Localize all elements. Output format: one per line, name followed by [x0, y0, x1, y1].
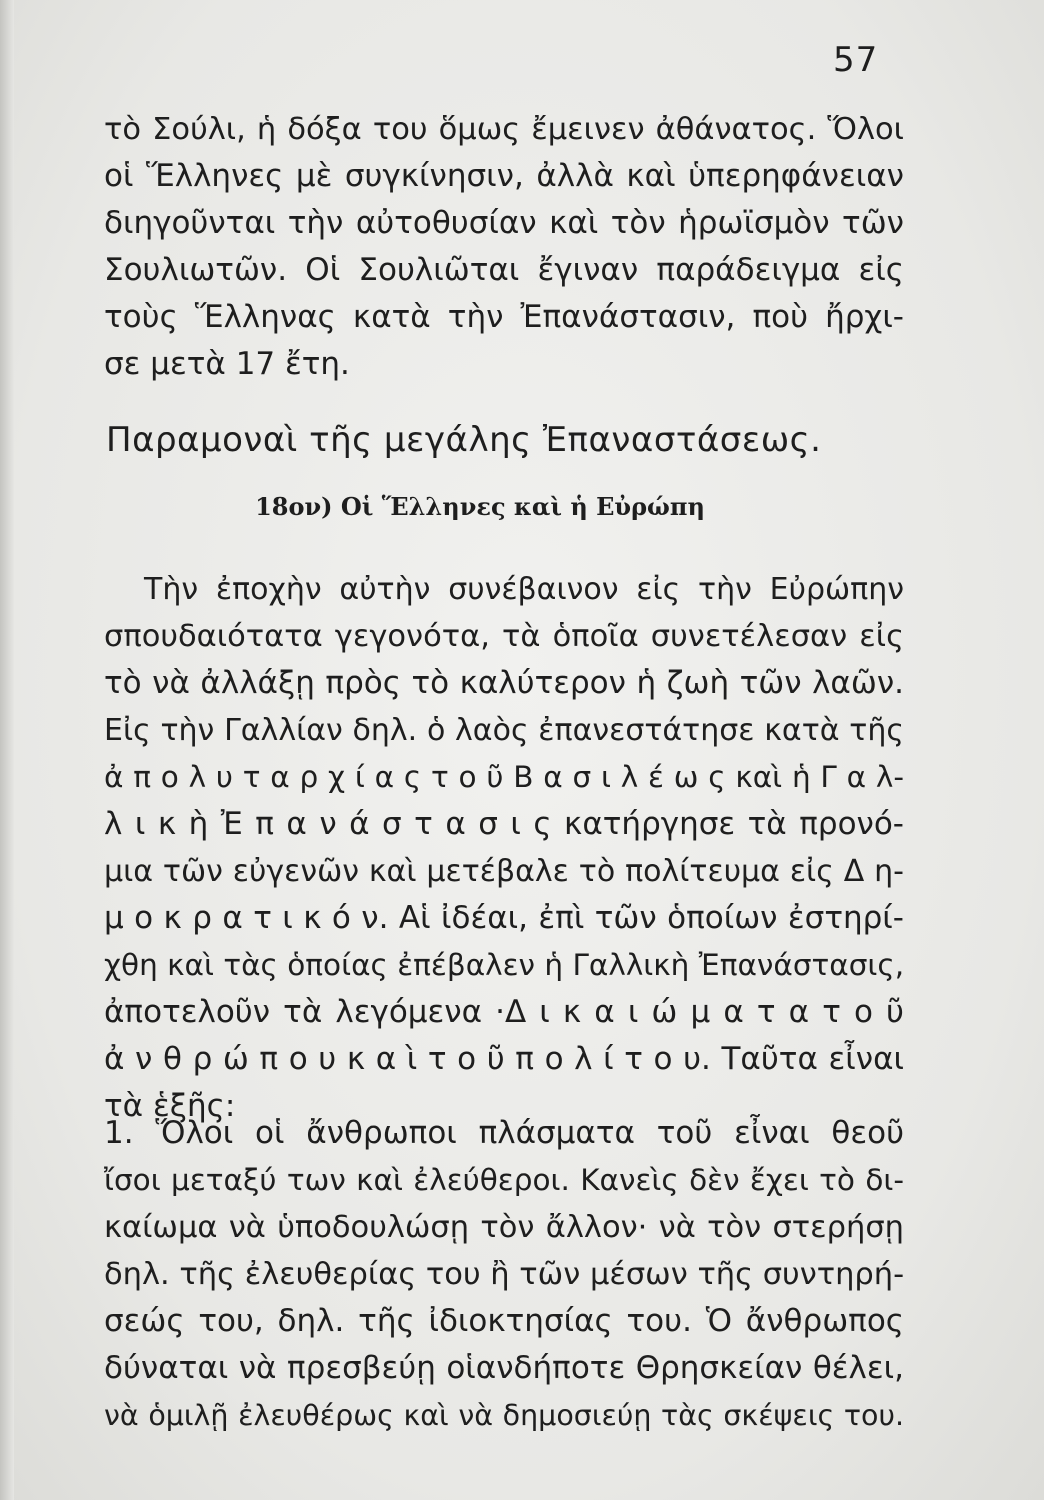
text-line: χθη καὶ τὰς ὁποίας ἐπέβαλεν ἡ Γαλλικὴ Ἐπανάστασις, [104, 948, 905, 982]
text-line: τοὺς Ἕλληνας κατὰ τὴν Ἐπανάστασιν, ποὺ ἤρχι- [104, 299, 904, 335]
text-line: τὸ Σούλι, ἡ δόξα του ὅμως ἔμεινεν ἀθάνατος. Ὅλοι [104, 112, 904, 147]
paragraph-rights-1 [104, 1110, 904, 1439]
page-number: 57 [833, 40, 879, 80]
text-line: δύναται νὰ πρεσβεύῃ οἱανδήποτε Θρησκείαν θέλει, [104, 1350, 904, 1386]
text-line: σε μετὰ 17 ἔτη. [104, 346, 350, 382]
text-line: οἱ Ἕλληνες μὲ συγκίνησιν, ἀλλὰ καὶ ὑπερηφάνειαν [104, 158, 904, 194]
text-line: Εἰς τὴν Γαλλίαν δηλ. ὁ λαὸς ἐπανεστάτησε κατὰ τῆς [104, 713, 904, 748]
text-line: ἴσοι μεταξύ των καὶ ἐλεύθεροι. Κανεὶς δὲν ἔχει τὸ δι- [104, 1163, 904, 1197]
text-line: τὸ νὰ ἀλλάξῃ πρὸς τὸ καλύτερον ἡ ζωὴ τῶν λαῶν. [104, 665, 904, 701]
text-line: μ ο κ ρ α τ ι κ ό ν. Αἱ ἰδέαι, ἐπὶ τῶν ὁποίων ἐστηρί- [104, 900, 904, 936]
text-line: σπουδαιότατα γεγονότα, τὰ ὁποῖα συνετέλεσαν εἰς [104, 619, 904, 654]
paragraph-souli [104, 106, 904, 388]
text-line: δηλ. τῆς ἐλευθερίας του ἢ τῶν μέσων τῆς συντηρή- [104, 1257, 905, 1292]
text-line: λ ι κ ὴ Ἐ π α ν ά σ τ α σ ι ς κατήργησε τὰ προνό- [104, 806, 904, 842]
text-line: Σουλιωτῶν. Οἱ Σουλιῶται ἔγιναν παράδειγμα εἰς [104, 252, 904, 288]
text-line: 1. Ὅλοι οἱ ἄνθρωποι πλάσματα τοῦ εἶναι θεοῦ [104, 1115, 904, 1151]
chapter-subheading: 18ον) Οἱ Ἕλληνες καὶ ἡ Εὐρώπη [255, 492, 705, 521]
text-line: καίωμα νὰ ὑποδουλώσῃ τὸν ἄλλον· νὰ τὸν στερήσῃ [104, 1210, 904, 1245]
section-heading: Παραμοναὶ τῆς μεγάλης Ἐπαναστάσεως. [106, 420, 822, 460]
text-line: διηγοῦνται τὴν αὐτοθυσίαν καὶ τὸν ἡρωϊσμὸν τῶν [104, 205, 904, 241]
text-line: σεώς του, δηλ. τῆς ἰδιοκτησίας του. Ὁ ἄνθρωπος [104, 1303, 904, 1339]
page-gutter-shadow [0, 0, 14, 1500]
text-line: τὰ ἑξῆς: [104, 1088, 236, 1124]
text-line: Τὴν ἐποχὴν αὐτὴν συνέβαινον εἰς τὴν Εὐρώπην [144, 572, 904, 607]
text-line: νὰ ὁμιλῇ ἐλευθέρως καὶ νὰ δημοσιεύῃ τὰς σκέψεις του. [104, 1399, 904, 1432]
text-line: ἀ π ο λ υ τ α ρ χ ί α ς τ ο ῦ Β α σ ι λ έ ω ς καὶ ἡ Γ α λ- [104, 760, 904, 794]
text-line: ἀποτελοῦν τὰ λεγόμενα ·Δ ι κ α ι ώ μ α τ α τ ο ῦ [104, 994, 904, 1030]
text-line: ἀ ν θ ρ ώ π ο υ κ α ὶ τ ο ῦ π ο λ ί τ ο υ. Ταῦτα εἶναι [104, 1041, 904, 1077]
paragraph-europe [104, 566, 904, 1130]
text-line: μια τῶν εὐγενῶν καὶ μετέβαλε τὸ πολίτευμα εἰς Δ η- [104, 854, 904, 889]
